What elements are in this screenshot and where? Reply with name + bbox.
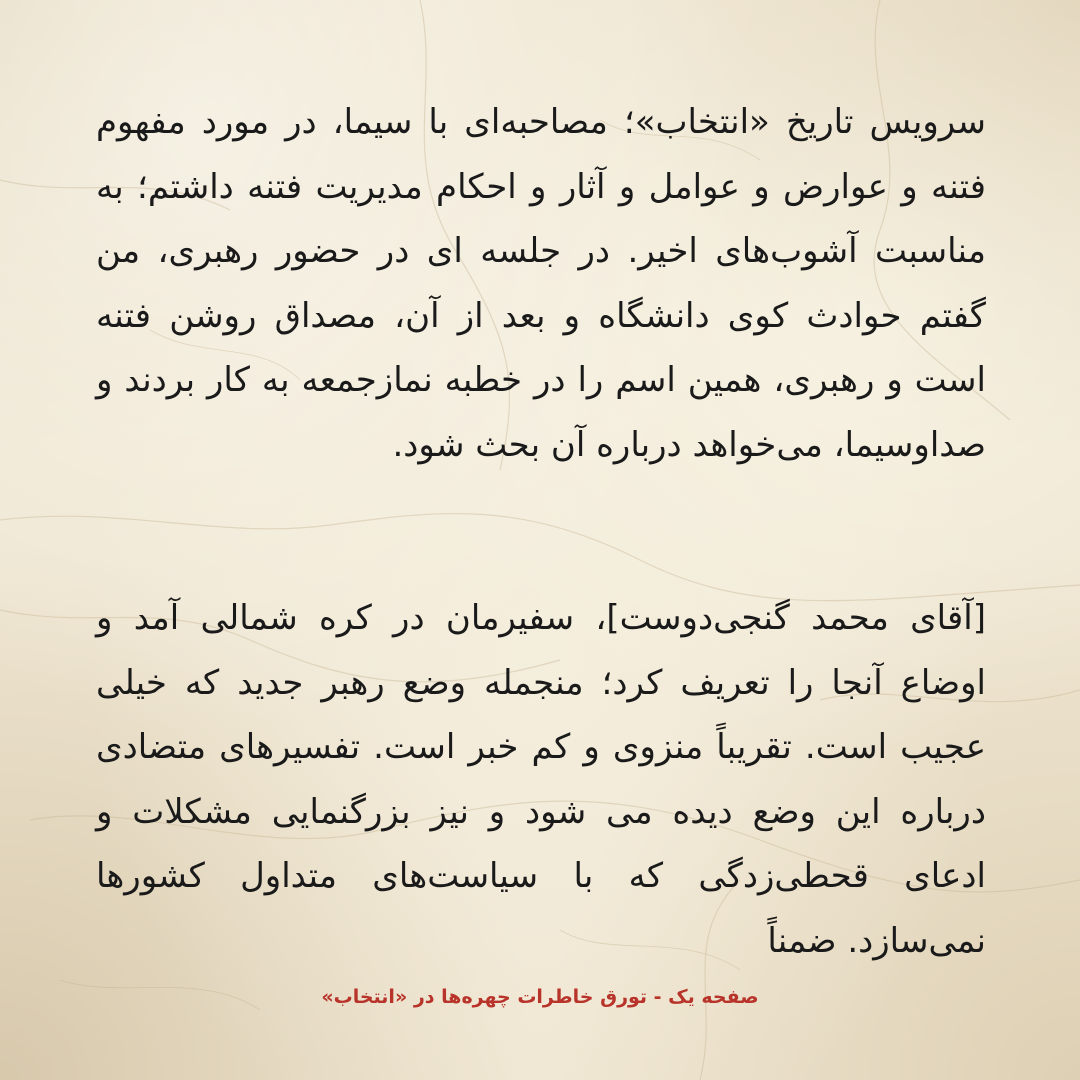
paragraph-1: سرویس تاریخ «انتخاب»؛ مصاحبه‌ای با سیما، در مورد مفهوم فتنه و عوارض و عوامل و آثار و احکام مدیریت فتنه داشتم؛ به مناسبت آشوب‌های اخیر. در جلسه ای در حضور رهبری، من گفتم حوادث کوی دانشگاه و بعد از آن، مصداق روشن فتنه است و رهبری، همین اسم را در خطبه نمازجمعه به کار بردند و صداوسیما، می‌خواهد درباره آن بحث شود.	[96, 102, 986, 465]
paragraph-2: [آقای محمد گنجی‌دوست]، سفیرمان در کره شمالی آمد و اوضاع آنجا را تعریف کرد؛ منجمله وضع رهبر جدید که خیلی عجیب است. تقریباً منزوی و کم خبر است. تفسیرهای متضادی درباره این وضع دیده می شود و نیز بزرگنمایی مشکلات و ادعای قحطی‌زدگی که با سیاست‌های متداول کشورها نمی‌سازد. ضمناً	[96, 598, 986, 961]
page-footer: صفحه یک - تورق خاطرات چهره‌ها در «انتخاب»	[321, 986, 759, 1008]
